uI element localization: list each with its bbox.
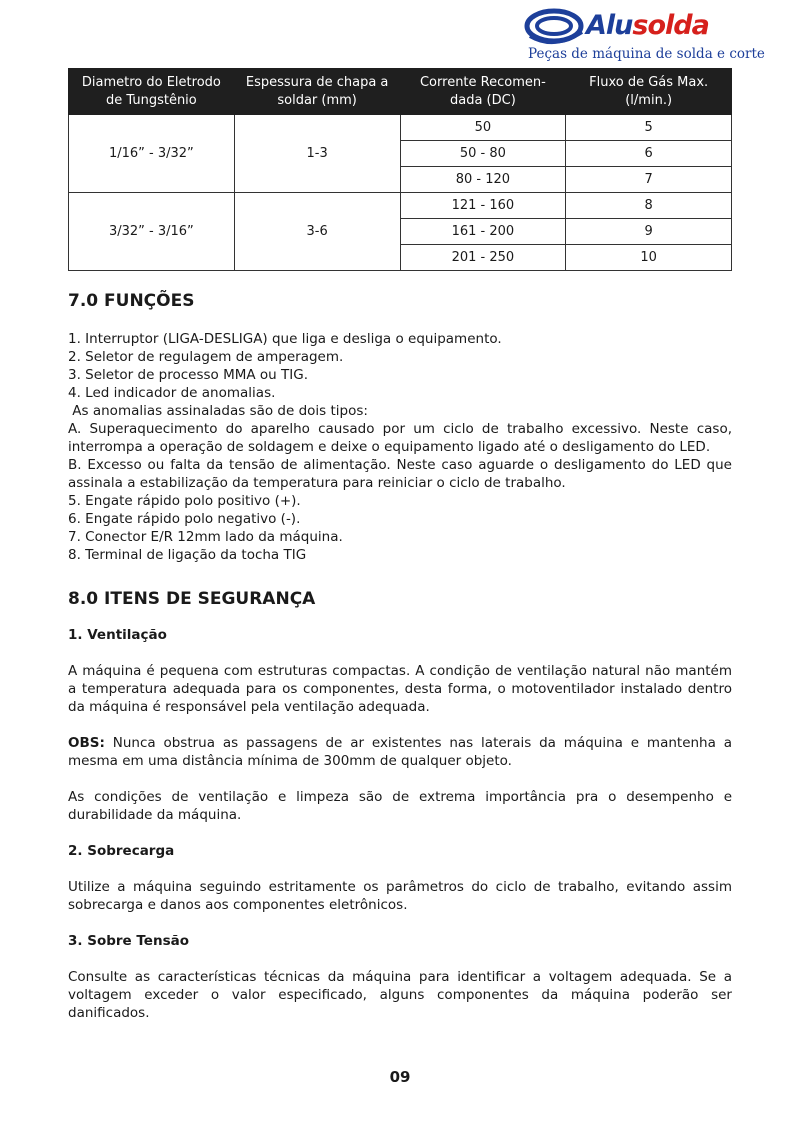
cell-flow: 9 (566, 219, 732, 245)
overvoltage-paragraph: Consulte as características técnicas da máquina para identificar a voltagem adequada. Se a voltagem exceder o valor especificado, alguns componentes da máquina poderão ser danificados. (68, 969, 732, 1021)
cell-thickness: 3-6 (234, 193, 400, 271)
list-item: 4. Led indicador de anomalias. (68, 385, 276, 401)
cell-current: 50 (400, 115, 566, 141)
page-number: 09 (389, 1068, 411, 1086)
list-item: As anomalias assinaladas são de dois tipos: (68, 403, 368, 419)
obs-label: OBS: (68, 735, 105, 751)
list-item: 3. Seletor de processo MMA ou TIG. (68, 367, 309, 383)
ventilation-paragraph: A máquina é pequena com estruturas compactas. A condição de ventilação natural não mantém a temperatura adequada para os componentes, desta forma, o motoventilador instalado dentro da máquina é responsável pela ventilação adequada. (68, 663, 732, 715)
col-header-gas-flow: Fluxo de Gás Max. (l/min.) (566, 69, 732, 115)
table-row (69, 115, 732, 141)
brand-name-part-a: Alu (586, 10, 633, 41)
col-header-diameter: Diametro do Eletrodo de Tungstênio (69, 69, 235, 115)
list-item: 5. Engate rápido polo positivo (+). (68, 493, 301, 509)
cell-thickness: 1-3 (234, 115, 400, 193)
ventilation-heading: 1. Ventilação (68, 627, 167, 643)
cell-flow: 8 (566, 193, 732, 219)
logo-swoosh-icon (524, 6, 588, 48)
page-content (68, 288, 732, 1022)
cell-flow: 10 (566, 245, 732, 271)
list-item: 6. Engate rápido polo negativo (-). (68, 511, 301, 527)
cell-diameter: 3/32” - 3/16” (69, 193, 235, 271)
list-item: 1. Interruptor (LIGA-DESLIGA) que liga e desliga o equipamento. (68, 331, 502, 347)
cell-current: 80 - 120 (400, 167, 566, 193)
cell-current: 201 - 250 (400, 245, 566, 271)
section-7-title: 7.0 FUNÇÕES (68, 291, 195, 311)
functions-list (68, 330, 732, 564)
table-header-row (69, 69, 732, 115)
cell-flow: 6 (566, 141, 732, 167)
cell-flow: 5 (566, 115, 732, 141)
cell-diameter: 1/16” - 3/32” (69, 115, 235, 193)
overload-paragraph: Utilize a máquina seguindo estritamente os parâmetros do ciclo de trabalho, evitando assim sobrecarga e danos aos componentes eletrônicos. (68, 879, 732, 913)
tungsten-spec-table (68, 68, 732, 271)
obs-text: Nunca obstrua as passagens de ar existentes nas laterais da máquina e mantenha a mesma em uma distância mínima de 300mm de qualquer objeto. (68, 735, 732, 769)
list-item: A. Superaquecimento do aparelho causado por um ciclo de trabalho excessivo. Neste caso, interrompa a operação de soldagem e deixe o equipamento ligado até o desligamento do LED. (68, 421, 732, 455)
brand-tagline: Peças de máquina de solda e corte (528, 46, 765, 62)
col-header-current: Corrente Recomen-dada (DC) (400, 69, 566, 115)
brand-name-part-b: solda (632, 10, 709, 41)
list-item: 7. Conector E/R 12mm lado da máquina. (68, 529, 343, 545)
cell-current: 161 - 200 (400, 219, 566, 245)
cell-current: 50 - 80 (400, 141, 566, 167)
brand-name (586, 10, 709, 41)
overvoltage-heading: 3. Sobre Tensão (68, 933, 189, 949)
list-item: 8. Terminal de ligação da tocha TIG (68, 547, 307, 563)
section-8-title: 8.0 ITENS DE SEGURANÇA (68, 589, 316, 609)
col-header-thickness: Espessura de chapa a soldar (mm) (234, 69, 400, 115)
list-item: B. Excesso ou falta da tensão de alimentação. Neste caso aguarde o desligamento do LED que assinala a estabilização da temperatura para reiniciar o ciclo de trabalho. (68, 457, 732, 491)
overload-heading: 2. Sobrecarga (68, 843, 175, 859)
obs-paragraph (68, 734, 732, 770)
table-row (69, 193, 732, 219)
brand-logo (520, 4, 765, 66)
cell-current: 121 - 160 (400, 193, 566, 219)
list-item: 2. Seletor de regulagem de amperagem. (68, 349, 344, 365)
cleaning-paragraph: As condições de ventilação e limpeza são de extrema importância pra o desempenho e durabilidade da máquina. (68, 789, 732, 823)
cell-flow: 7 (566, 167, 732, 193)
